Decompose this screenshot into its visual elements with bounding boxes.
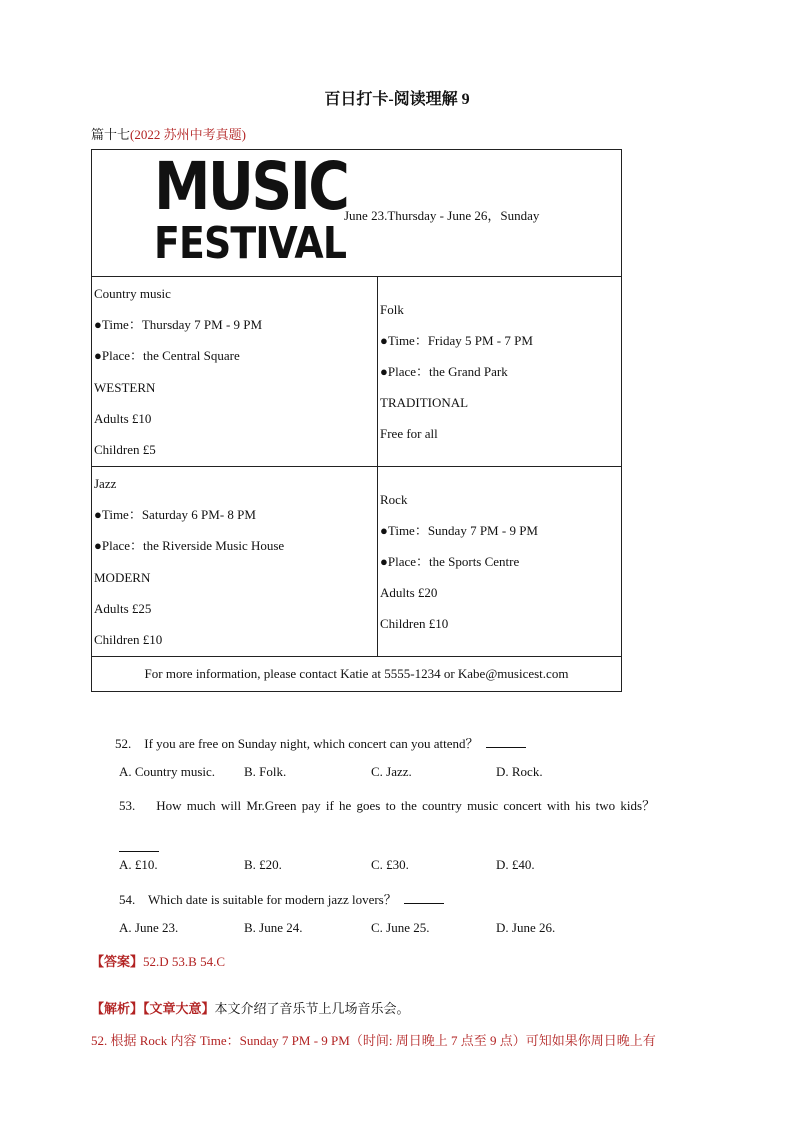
- cell-folk: [378, 277, 622, 467]
- question-54: [119, 889, 444, 908]
- section-label: 篇十七: [91, 127, 131, 142]
- jazz-style: MODERN: [94, 569, 151, 585]
- cell-rock: [378, 467, 622, 657]
- section-source: (2022 苏州中考真题): [130, 127, 246, 142]
- question-number: 52.: [115, 736, 132, 751]
- analysis-label: 【解析】【文章大意】: [91, 1001, 215, 1016]
- q54-option-b: B. June 24.: [244, 920, 303, 935]
- question-text: Which date is suitable for modern jazz lovers？: [148, 892, 397, 907]
- jazz-place: ●Place：the Riverside Music House: [94, 538, 285, 554]
- folk-price: Free for all: [380, 426, 438, 442]
- question-text: How much will Mr.Green pay if he goes to the country music concert with his two kids？: [156, 798, 656, 813]
- cell-jazz: [92, 467, 378, 657]
- answer-blank: [404, 902, 444, 904]
- folk-time: ●Time：Friday 5 PM - 7 PM: [380, 332, 533, 348]
- rock-place: ●Place：the Sports Centre: [380, 553, 520, 569]
- rock-genre: Rock: [380, 491, 408, 507]
- q52-option-b: B. Folk.: [244, 764, 287, 779]
- rock-child-price: Children £10: [380, 616, 449, 632]
- page-title: 百日打卡-阅读理解 9: [324, 91, 470, 108]
- analysis-text: 本文介绍了音乐节上几场音乐会。: [214, 1001, 410, 1016]
- question-text: If you are free on Sunday night, which concert can you attend？: [144, 736, 479, 751]
- jazz-genre: Jazz: [94, 475, 117, 491]
- q52-option-c: C. Jazz.: [371, 764, 412, 779]
- contact-info: For more information, please contact Katie at 5555-1234 or Kabe@musicest.com: [92, 657, 622, 692]
- q54-option-d: D. June 26.: [496, 920, 556, 935]
- logo-music: MUSIC: [154, 148, 348, 225]
- jazz-adult-price: Adults £25: [94, 600, 152, 616]
- logo-festival: FESTIVAL: [154, 218, 347, 269]
- q53-option-c: C. £30.: [371, 857, 409, 872]
- country-style: WESTERN: [94, 379, 156, 395]
- jazz-time: ●Time：Saturday 6 PM- 8 PM: [94, 507, 256, 523]
- question-52: [115, 733, 526, 752]
- q53-option-d: D. £40.: [496, 857, 535, 872]
- festival-dates: June 23.Thursday - June 26，Sunday: [344, 208, 540, 223]
- q53-option-b: B. £20.: [244, 857, 282, 872]
- question-number: 53.: [119, 798, 136, 813]
- poster-header: [92, 150, 622, 277]
- country-child-price: Children £5: [94, 441, 156, 457]
- folk-genre: Folk: [380, 301, 404, 317]
- analysis-summary: [91, 998, 410, 1017]
- q52-option-d: D. Rock.: [496, 764, 543, 779]
- answer-value: 52.D 53.B 54.C: [143, 954, 225, 969]
- rock-adult-price: Adults £20: [380, 585, 438, 601]
- question-53: [119, 795, 655, 814]
- cell-country-music: [92, 277, 378, 467]
- analysis-detail-52: 52. 根据 Rock 内容 Time：Sunday 7 PM - 9 PM（时间: 周日晚上 7 点至 9 点）可知如果你周日晚上有: [91, 1033, 656, 1048]
- country-adult-price: Adults £10: [94, 410, 152, 426]
- country-genre: Country music: [94, 285, 171, 301]
- folk-place: ●Place：the Grand Park: [380, 363, 508, 379]
- answer-label: 【答案】: [91, 954, 144, 969]
- answer-blank-53: [119, 840, 159, 856]
- country-time: ●Time：Thursday 7 PM - 9 PM: [94, 317, 263, 333]
- answer-blank: [486, 746, 526, 748]
- rock-time: ●Time：Sunday 7 PM - 9 PM: [380, 522, 538, 538]
- country-place: ●Place：the Central Square: [94, 348, 240, 364]
- jazz-child-price: Children £10: [94, 631, 163, 647]
- question-number: 54.: [119, 892, 136, 907]
- q52-option-a: A. Country music.: [119, 764, 216, 779]
- q54-option-c: C. June 25.: [371, 920, 430, 935]
- q54-option-a: A. June 23.: [119, 920, 179, 935]
- folk-style: TRADITIONAL: [380, 395, 469, 411]
- q53-option-a: A. £10.: [119, 857, 158, 872]
- festival-poster: [91, 149, 622, 692]
- section-heading: [91, 124, 246, 143]
- answer-key: [91, 951, 225, 970]
